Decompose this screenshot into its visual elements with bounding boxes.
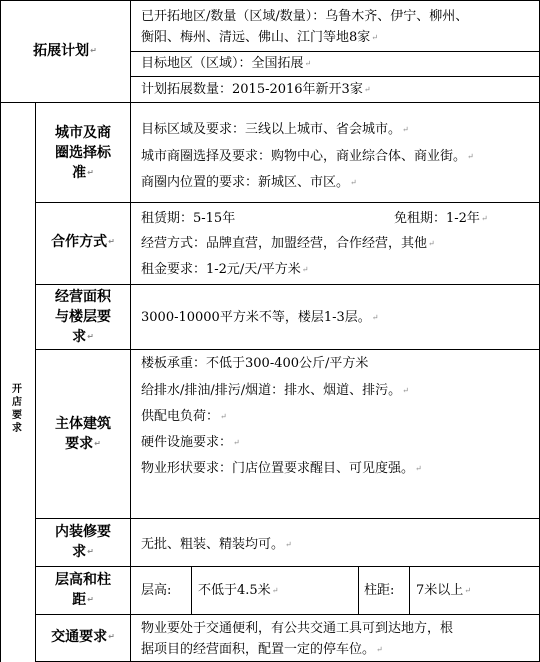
hardware-text: 硬件设施要求：↵: [141, 435, 240, 450]
property-shape-text: 物业形状要求：门店位置要求醒目、可见度强。↵: [141, 461, 422, 476]
store-requirements-label: 开 店 要 求: [12, 384, 22, 434]
target-area-text: 目标地区（区域）：全国拓展↵: [141, 56, 312, 71]
column-spacing-label: 柱距:: [364, 583, 395, 598]
floor-height-label: 层高:: [141, 583, 172, 598]
building-heading: 主体建筑 要求↵: [55, 416, 111, 452]
cooperation-heading: 合作方式↵: [51, 234, 115, 250]
area-floor-text: 3000-10000平方米不等，楼层1-3层。↵: [141, 310, 379, 325]
floor-height-value: 不低于4.5米↵: [198, 583, 279, 598]
traffic-heading: 交通要求↵: [51, 629, 115, 645]
lease-term-text: 租赁期：5-15年: [141, 211, 236, 226]
power-load-text: 供配电负荷：↵: [141, 409, 227, 424]
area-floor-heading: 经营面积 与楼层要 求↵: [55, 289, 111, 345]
city-target-region-text: 目标区域及要求：三线以上城市、省会城市。↵: [141, 122, 409, 137]
decoration-text: 无批、粗装、精装均可。↵: [141, 537, 292, 552]
expansion-plan-heading: 拓展计划↵: [33, 43, 97, 59]
opened-regions-line-1: 已开拓地区/数量（区域/数量）：乌鲁木齐、伊宁、柳州、: [141, 9, 469, 24]
traffic-line-1: 物业要处于交通便利，有公共交通工具可到达地方，根: [141, 621, 454, 636]
traffic-line-2: 据项目的经营面积，配置一定的停车位。↵: [141, 642, 383, 657]
opened-regions-line-2: 衡阳、梅州、清远、佛山、江门等地8家↵: [141, 30, 378, 45]
plan-count-text: 计划拓展数量：2015-2016年新开3家↵: [141, 82, 371, 97]
business-mode-text: 经营方式：品牌直营，加盟经营，合作经营，其他↵: [141, 236, 435, 251]
drainage-text: 给排水/排油/排污/烟道：排水、烟道、排污。↵: [141, 383, 409, 398]
rent-requirement-text: 租金要求：1-2元/天/平方米↵: [141, 262, 309, 277]
city-location-text: 商圈内位置的要求：新城区、市区。↵: [141, 175, 357, 190]
city-selection-heading: 城市及商 圈选择标 准↵: [55, 125, 111, 181]
floor-load-text: 楼板承重：不低于300-400公斤/平方米: [141, 356, 369, 371]
decoration-heading: 内装修要 求↵: [55, 524, 111, 560]
city-business-district-text: 城市商圈选择及要求：购物中心，商业综合体、商业街。↵: [141, 149, 474, 164]
height-column-heading: 层高和柱 距↵: [55, 572, 111, 608]
column-spacing-value: 7米以上↵: [416, 583, 471, 598]
rent-free-text: 免租期：1-2年↵: [394, 211, 488, 226]
